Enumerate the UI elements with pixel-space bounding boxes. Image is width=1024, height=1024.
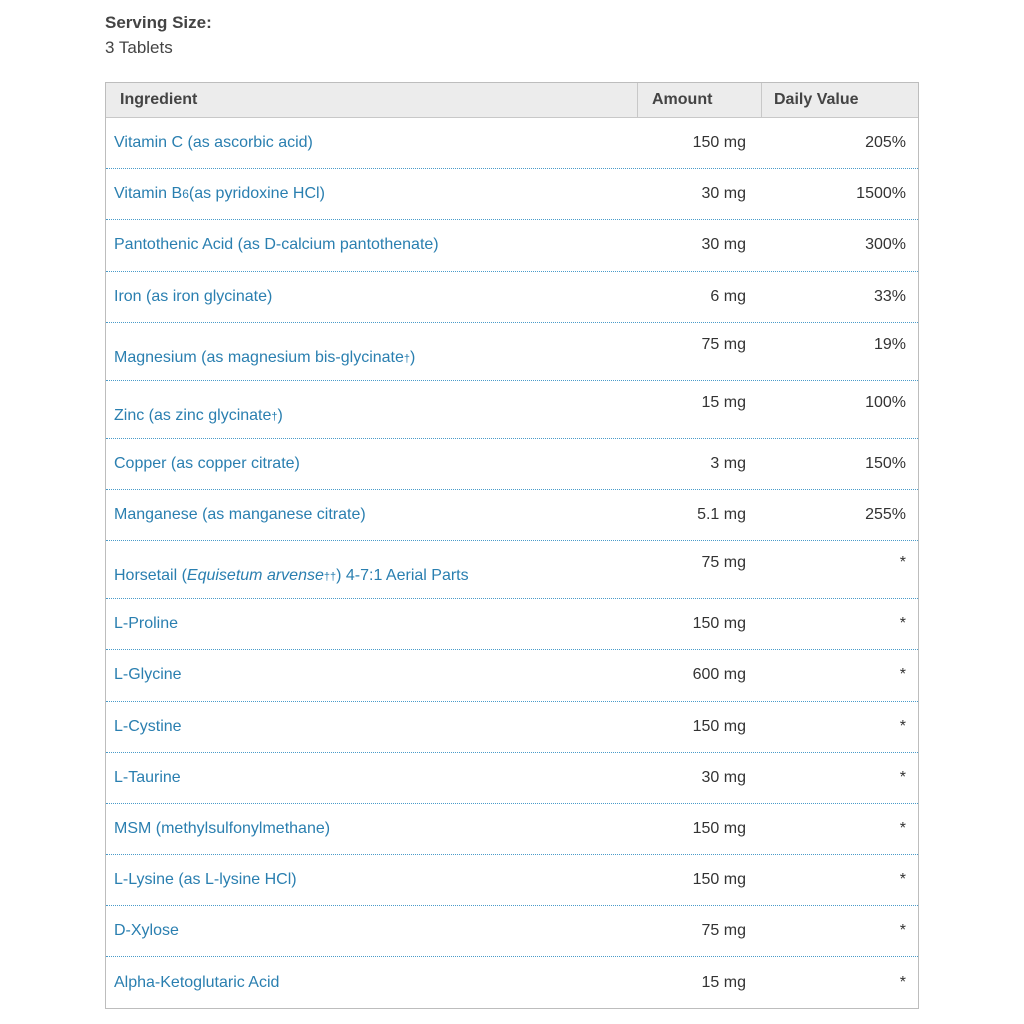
ingredient-link[interactable]: Vitamin C (as ascorbic acid) [114, 134, 313, 152]
header-ingredient: Ingredient [120, 91, 198, 108]
amount-cell: 6 mg [710, 287, 746, 305]
amount-cell: 15 mg [701, 393, 746, 411]
table-row [106, 439, 918, 490]
table-row [106, 804, 918, 855]
ingredient-link[interactable]: L-Taurine [114, 768, 181, 786]
table-header [106, 83, 918, 118]
ingredient-link[interactable]: Pantothenic Acid (as D-calcium pantothenate) [114, 236, 439, 254]
amount-cell: 15 mg [701, 974, 746, 992]
daily-value-cell: 1500% [856, 185, 906, 203]
table-row [106, 220, 918, 271]
ingredient-link[interactable]: L-Cystine [114, 717, 182, 735]
table-row [106, 323, 918, 381]
ingredient-link[interactable]: L-Lysine (as L-lysine HCl) [114, 871, 297, 889]
table-row [106, 118, 918, 169]
serving-size-label: Serving Size: [105, 13, 212, 32]
amount-cell: 150 mg [692, 819, 746, 837]
ingredient-link[interactable]: L-Glycine [114, 666, 182, 684]
ingredient-link[interactable]: Alpha-Ketoglutaric Acid [114, 974, 280, 992]
ingredient-link[interactable]: Iron (as iron glycinate) [114, 287, 273, 305]
ingredient-link[interactable]: Copper (as copper citrate) [114, 454, 300, 472]
amount-cell: 150 mg [692, 717, 746, 735]
table-row [106, 855, 918, 906]
ingredient-link[interactable]: Magnesium (as magnesium bis-glycinate † ) [114, 348, 416, 366]
table-row [106, 906, 918, 957]
amount-cell: 75 mg [701, 922, 746, 940]
ingredient-link[interactable]: MSM (methylsulfonylmethane) [114, 819, 331, 837]
ingredient-link[interactable]: Manganese (as manganese citrate) [114, 506, 366, 524]
amount-cell: 30 mg [701, 236, 746, 254]
ingredient-link[interactable]: Vitamin B 6 (as pyridoxine HCl) [114, 185, 325, 203]
daily-value-cell: * [899, 666, 906, 684]
daily-value-cell: * [899, 974, 906, 992]
amount-cell: 150 mg [692, 615, 746, 633]
table-row [106, 490, 918, 541]
daily-value-cell: 19% [873, 335, 906, 353]
supplement-facts-table [105, 82, 919, 1009]
table-row [106, 650, 918, 701]
daily-value-cell: 150% [865, 454, 906, 472]
amount-cell: 150 mg [692, 871, 746, 889]
amount-cell: 5.1 mg [697, 506, 746, 524]
table-row [106, 599, 918, 650]
amount-cell: 3 mg [710, 454, 746, 472]
table-row [106, 169, 918, 220]
daily-value-cell: * [899, 922, 906, 940]
amount-cell: 600 mg [692, 666, 746, 684]
amount-cell: 30 mg [701, 185, 746, 203]
daily-value-cell: 300% [865, 236, 906, 254]
header-amount: Amount [652, 91, 713, 108]
ingredient-link[interactable]: Zinc (as zinc glycinate † ) [114, 406, 283, 424]
daily-value-cell: * [899, 871, 906, 889]
table-row [106, 753, 918, 804]
daily-value-cell: 33% [873, 287, 906, 305]
amount-cell: 150 mg [692, 134, 746, 152]
header-daily-value: Daily Value [774, 91, 859, 108]
daily-value-cell: * [899, 615, 906, 633]
amount-cell: 30 mg [701, 768, 746, 786]
daily-value-cell: * [899, 717, 906, 735]
ingredient-link[interactable]: D-Xylose [114, 922, 179, 940]
serving-size-value: 3 Tablets [105, 38, 173, 57]
header-divider [761, 83, 762, 117]
table-row [106, 957, 918, 1008]
amount-cell: 75 mg [701, 554, 746, 572]
ingredient-link[interactable]: Horsetail ( Equisetum arvense †† ) 4-7:1 Aerial Parts [114, 567, 469, 585]
amount-cell: 75 mg [701, 335, 746, 353]
daily-value-cell: * [899, 554, 906, 572]
table-row [106, 272, 918, 323]
header-divider [637, 83, 638, 117]
ingredient-link[interactable]: L-Proline [114, 615, 179, 633]
table-row [106, 702, 918, 753]
daily-value-cell: * [899, 819, 906, 837]
serving-size-block [105, 12, 212, 59]
daily-value-cell: 255% [865, 506, 906, 524]
table-body [106, 118, 918, 1009]
table-row [106, 541, 918, 599]
daily-value-cell: * [899, 768, 906, 786]
daily-value-cell: 100% [865, 393, 906, 411]
table-row [106, 381, 918, 439]
daily-value-cell: 205% [865, 134, 906, 152]
